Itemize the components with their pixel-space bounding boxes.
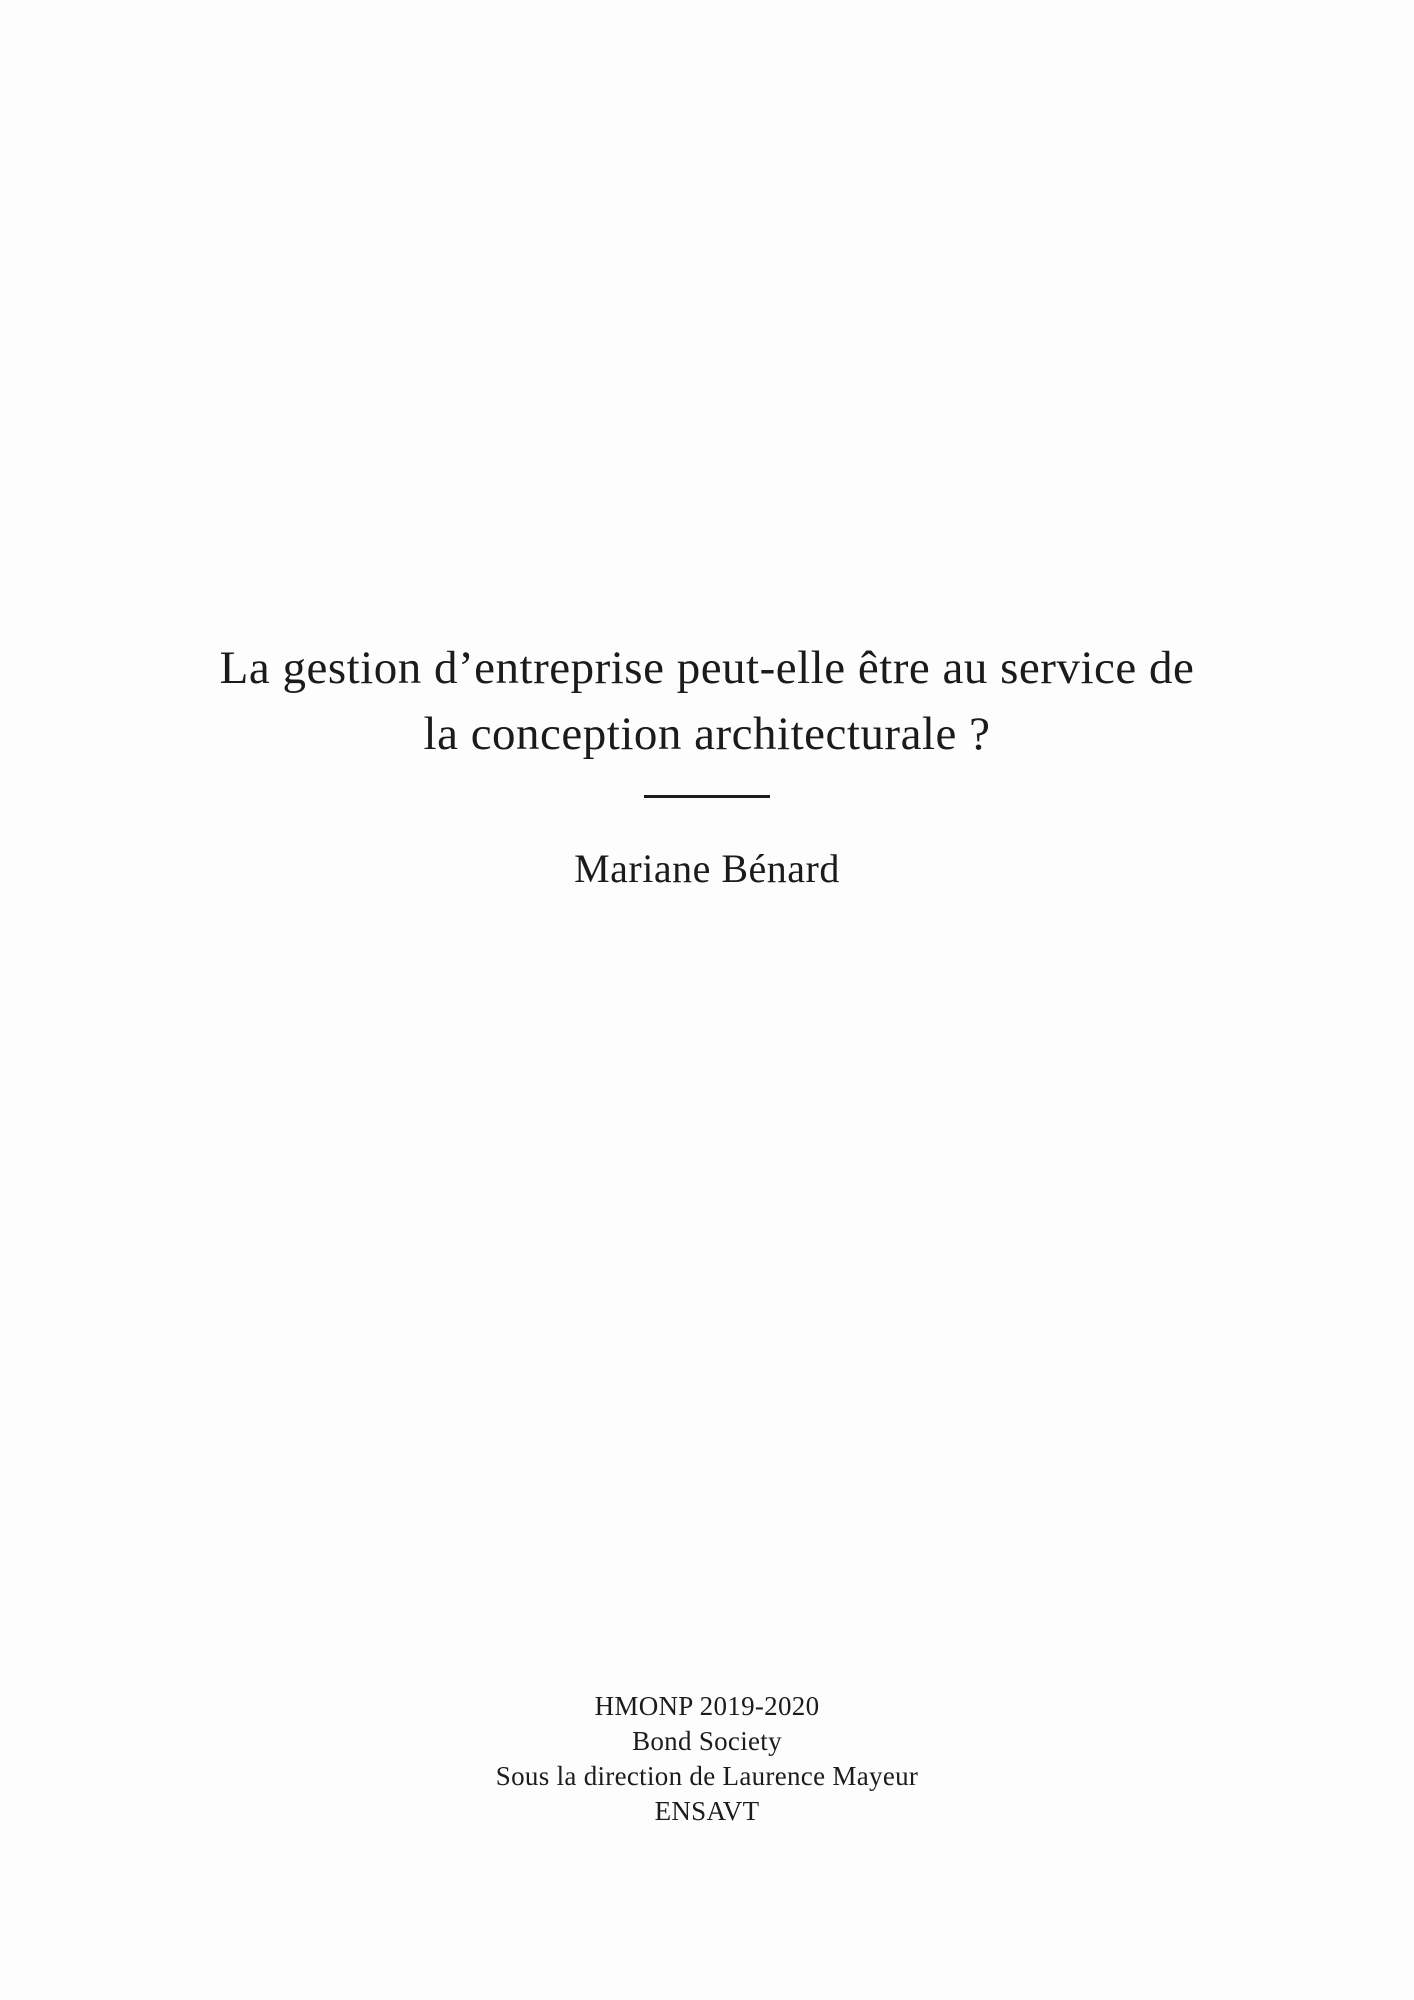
- imprint-agency: Bond Society: [632, 1726, 782, 1756]
- title-line-2: la conception architecturale ?: [423, 708, 991, 761]
- document-title: [0, 635, 1414, 767]
- imprint-school: ENSAVT: [654, 1796, 760, 1826]
- imprint-program-year: HMONP 2019-2020: [594, 1691, 820, 1721]
- title-line-1: La gestion d’entreprise peut-elle être au service de: [219, 642, 1195, 695]
- author-name: Mariane Bénard: [574, 846, 840, 891]
- imprint-block: [0, 1689, 1414, 1829]
- title-divider-rule: [644, 795, 770, 798]
- imprint-supervisor: Sous la direction de Laurence Mayeur: [495, 1761, 919, 1791]
